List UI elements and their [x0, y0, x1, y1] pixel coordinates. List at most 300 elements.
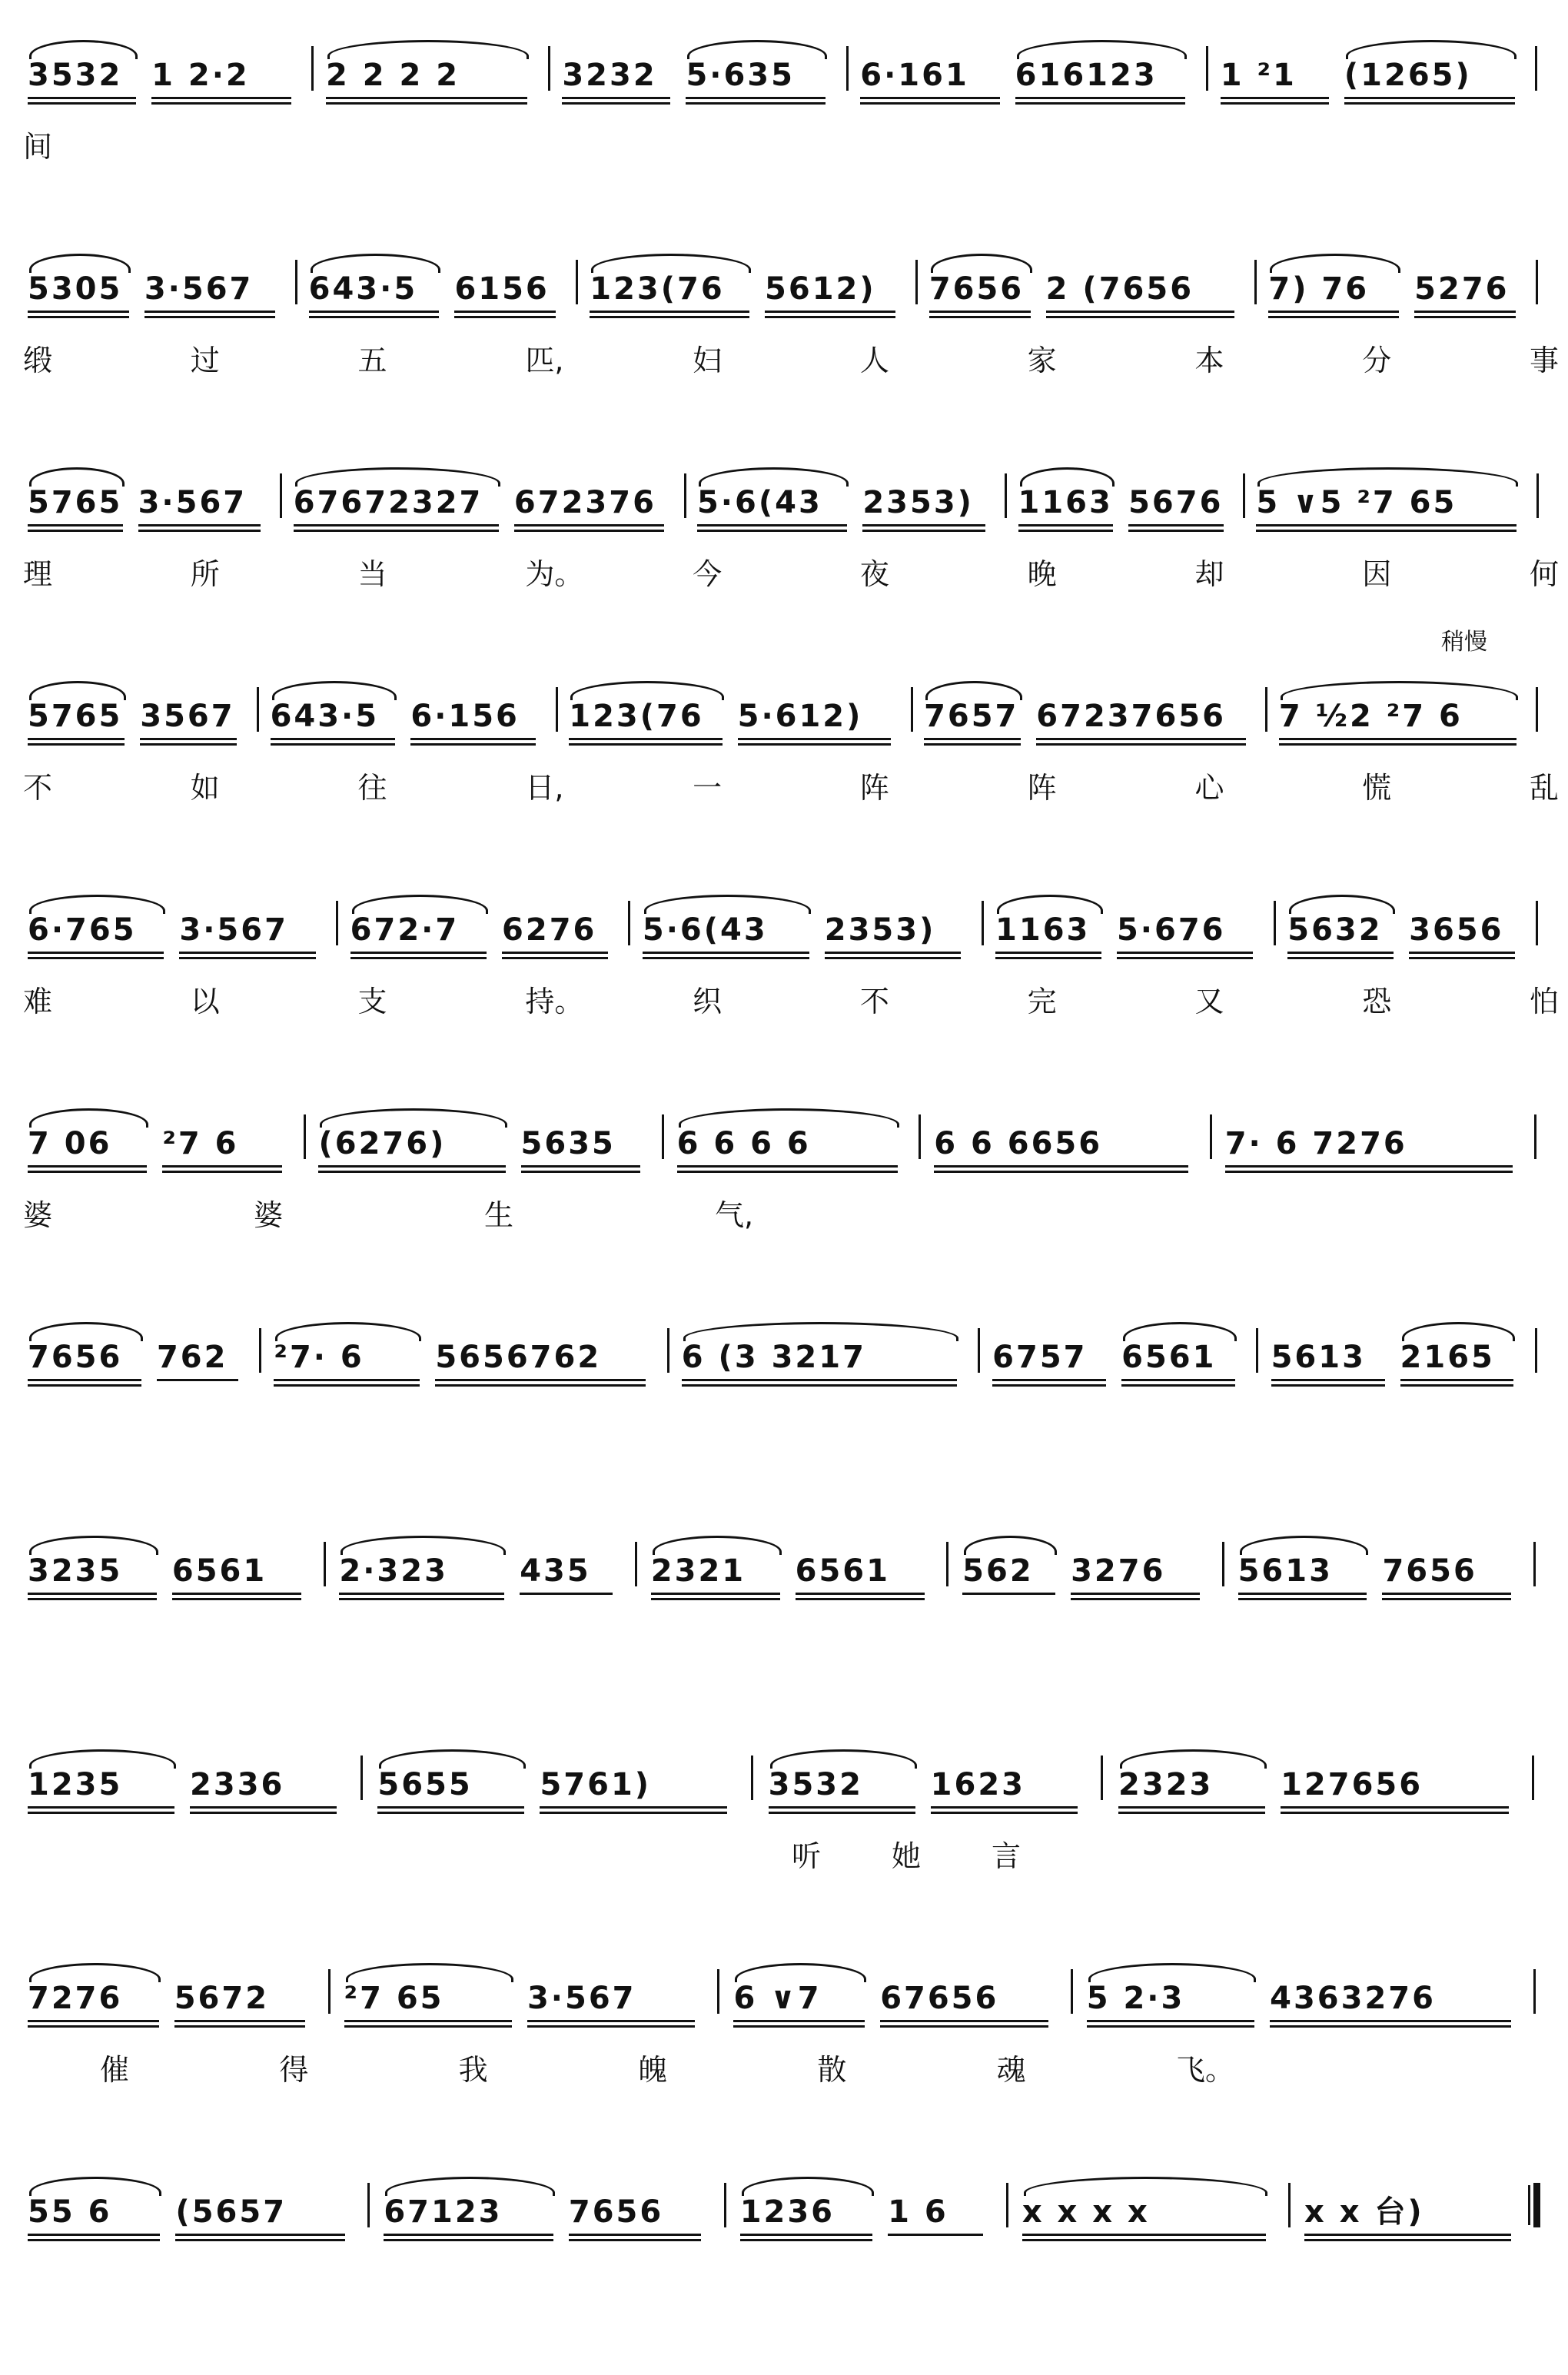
lyric-char: 为。 — [525, 557, 584, 591]
rhythm-underline-double — [825, 957, 961, 959]
barline — [360, 1756, 363, 1800]
rhythm-underline — [1022, 2234, 1266, 2236]
rhythm-underline-double — [174, 2025, 306, 2028]
rhythm-underline-double — [562, 102, 670, 105]
note-group: 5765 — [28, 487, 122, 518]
rhythm-underline — [569, 2234, 701, 2236]
barline — [667, 1328, 669, 1373]
note-group: 6276 — [502, 915, 596, 945]
note-group: 672376 — [514, 487, 656, 518]
note-group: 3·567 — [138, 487, 247, 518]
rhythm-underline-double — [1256, 530, 1517, 532]
note-group: 3276 — [1071, 1556, 1165, 1586]
rhythm-underline-double — [1382, 1598, 1511, 1600]
note-group: 5676 — [1128, 487, 1223, 518]
note-group: 435 — [520, 1556, 591, 1586]
rhythm-underline-double — [1287, 957, 1394, 959]
slur-arc — [644, 895, 811, 914]
rhythm-underline-double — [326, 102, 527, 105]
note-group: 7) 76 — [1268, 274, 1369, 304]
lyric-char: 完 — [1027, 985, 1057, 1018]
score-system — [0, 443, 1568, 666]
slur-arc — [379, 1749, 526, 1769]
barline — [336, 901, 338, 945]
rhythm-underline — [569, 738, 722, 740]
barline — [367, 2183, 370, 2227]
note-group: 7656 — [569, 2197, 663, 2227]
rhythm-underline — [1400, 1379, 1514, 1381]
barline — [1532, 1756, 1534, 1800]
barline — [1254, 260, 1257, 304]
slur-arc — [1123, 1322, 1237, 1341]
slur-arc — [1020, 467, 1115, 487]
lyric-char: 魄 — [638, 2053, 668, 2087]
rhythm-underline-double — [1279, 743, 1517, 746]
note-group: 6·161 — [860, 60, 969, 91]
score-system — [0, 1084, 1568, 1307]
slur-arc — [311, 254, 441, 273]
barline — [946, 1542, 948, 1586]
rhythm-underline — [686, 97, 825, 99]
rhythm-underline-double — [28, 2239, 160, 2241]
rhythm-underline — [138, 524, 261, 526]
rhythm-underline — [677, 1165, 898, 1168]
lyric-char: 五 — [357, 344, 387, 377]
note-group: 1623 — [931, 1769, 1025, 1800]
note-group: ²7· 6 — [274, 1342, 364, 1373]
barline — [915, 260, 918, 304]
note-group: 5·6(43 — [697, 487, 822, 518]
note-group: 127656 — [1281, 1769, 1423, 1800]
rhythm-underline-double — [682, 1384, 957, 1387]
barline — [1536, 473, 1539, 518]
rhythm-underline-double — [677, 1171, 898, 1173]
note-group: ²7 65 — [344, 1983, 444, 2014]
note-group: 3656 — [1409, 915, 1503, 945]
rhythm-underline-double — [651, 1598, 780, 1600]
note-group: 123(76 — [590, 274, 724, 304]
note-group: 3·567 — [527, 1983, 636, 2014]
barline — [1535, 1328, 1537, 1373]
rhythm-underline-double — [1225, 1171, 1513, 1173]
score-system — [0, 870, 1568, 1093]
note-group: 7 06 — [28, 1128, 111, 1159]
barline — [684, 473, 686, 518]
barline — [717, 1969, 719, 2014]
rhythm-underline-double — [344, 2025, 512, 2028]
barline — [259, 1328, 261, 1373]
rhythm-underline — [520, 1593, 613, 1595]
rhythm-underline-double — [318, 1171, 505, 1173]
lyric-char: 听 — [792, 1839, 822, 1873]
note-group: 643·5 — [309, 274, 418, 304]
rhythm-underline — [162, 1165, 281, 1168]
score-system — [0, 1938, 1568, 2161]
rhythm-underline-double — [384, 2239, 553, 2241]
rhythm-underline-double — [569, 2239, 701, 2241]
rhythm-underline-double — [929, 316, 1031, 318]
lyric-char: 事 — [1530, 344, 1560, 377]
rhythm-underline-double — [738, 743, 891, 746]
slur-arc — [1270, 254, 1400, 273]
lyric-char: 以 — [190, 985, 220, 1018]
slur-arc — [997, 895, 1103, 914]
note-group: 7656 — [1382, 1556, 1477, 1586]
note-group: 1235 — [28, 1769, 122, 1800]
rhythm-underline — [28, 952, 164, 954]
rhythm-underline — [28, 311, 129, 313]
rhythm-underline-double — [514, 530, 664, 532]
rhythm-underline — [326, 97, 527, 99]
rhythm-underline-double — [1046, 316, 1235, 318]
note-group: x x 台) — [1304, 2197, 1424, 2227]
rhythm-underline — [28, 2020, 159, 2022]
note-group: 67237656 — [1036, 701, 1226, 732]
rhythm-underline-double — [862, 530, 985, 532]
lyric-char: 婆 — [23, 1198, 53, 1232]
rhythm-underline — [28, 1379, 141, 1381]
rhythm-underline — [1087, 2020, 1254, 2022]
lyric-char: 过 — [190, 344, 220, 377]
note-group: 7657 — [924, 701, 1018, 732]
lyric-char: 阵 — [859, 771, 889, 805]
note-group: 1236 — [740, 2197, 835, 2227]
rhythm-underline — [862, 524, 985, 526]
score-system — [0, 15, 1568, 238]
lyric-char: 魂 — [996, 2053, 1026, 2087]
rhythm-underline — [1256, 524, 1517, 526]
slur-arc — [29, 1749, 176, 1769]
rhythm-underline — [190, 1806, 337, 1809]
rhythm-underline-double — [995, 957, 1101, 959]
rhythm-underline-double — [1414, 316, 1516, 318]
rhythm-underline-double — [924, 743, 1021, 746]
barline — [324, 1542, 326, 1586]
slur-arc — [29, 681, 126, 700]
slur-arc — [964, 1536, 1057, 1555]
barline — [724, 2183, 726, 2227]
rhythm-underline-double — [179, 957, 315, 959]
slur-arc — [29, 1536, 158, 1555]
note-group: 55 6 — [28, 2197, 111, 2227]
note-group: 7 ½2 ²7 6 — [1279, 701, 1463, 732]
rhythm-underline — [1128, 524, 1224, 526]
score-system — [0, 1297, 1568, 1520]
rhythm-underline — [1018, 524, 1114, 526]
rhythm-underline-double — [454, 316, 556, 318]
rhythm-underline — [502, 952, 608, 954]
note-group: 5656762 — [435, 1342, 601, 1373]
rhythm-underline — [527, 2020, 695, 2022]
rhythm-underline — [1287, 952, 1394, 954]
rhythm-underline — [590, 311, 749, 313]
rhythm-underline-double — [796, 1598, 925, 1600]
rhythm-underline — [995, 952, 1101, 954]
slur-arc — [385, 2177, 555, 2196]
rhythm-underline-double — [1036, 743, 1245, 746]
rhythm-underline-double — [28, 2025, 159, 2028]
rhythm-underline-double — [1344, 102, 1515, 105]
rhythm-underline — [1036, 738, 1245, 740]
lyric-char: 恐 — [1362, 985, 1392, 1018]
note-group: 3·567 — [179, 915, 288, 945]
rhythm-underline-double — [1409, 957, 1515, 959]
slur-arc — [341, 1536, 506, 1555]
lyric-char: 今 — [693, 557, 723, 591]
rhythm-underline — [825, 952, 961, 954]
slur-arc — [352, 895, 488, 914]
note-group: 1163 — [995, 915, 1090, 945]
note-group: 6 6 6 6 — [677, 1128, 811, 1159]
slur-arc — [1257, 467, 1518, 487]
slur-arc — [1120, 1749, 1267, 1769]
rhythm-underline — [271, 738, 396, 740]
rhythm-underline-double — [28, 743, 125, 746]
rhythm-underline-double — [350, 957, 487, 959]
rhythm-underline — [28, 738, 125, 740]
lyric-char: 不 — [23, 771, 53, 805]
rhythm-underline-double — [934, 1171, 1188, 1173]
note-group: 2321 — [651, 1556, 746, 1586]
lyric-char: 日, — [525, 771, 564, 805]
note-group: 5·612) — [738, 701, 863, 732]
lyric-char: 晚 — [1027, 557, 1057, 591]
note-group: 123(76 — [569, 701, 703, 732]
rhythm-underline — [145, 311, 275, 313]
rhythm-underline — [179, 952, 315, 954]
slur-arc — [1289, 895, 1395, 914]
lyric-char: 当 — [357, 557, 387, 591]
rhythm-underline — [1071, 1593, 1200, 1595]
slur-arc — [683, 1322, 958, 1341]
lyric-char: 飞。 — [1176, 2053, 1235, 2087]
slur-arc — [1346, 40, 1517, 59]
rhythm-underline-double — [1015, 102, 1186, 105]
lyric-char: 分 — [1362, 344, 1392, 377]
rhythm-underline — [1015, 97, 1186, 99]
note-group: 643·5 — [271, 701, 380, 732]
rhythm-underline-double — [569, 743, 722, 746]
rhythm-underline — [769, 1806, 915, 1809]
slur-arc — [29, 1322, 143, 1341]
lyric-char: 因 — [1362, 557, 1392, 591]
rhythm-underline-double — [175, 2239, 345, 2241]
rhythm-underline — [28, 2234, 160, 2236]
rhythm-underline — [1117, 952, 1253, 954]
rhythm-underline — [384, 2234, 553, 2236]
barline — [1533, 1542, 1536, 1586]
rhythm-underline-double — [1118, 1812, 1265, 1814]
rhythm-underline — [294, 524, 499, 526]
rhythm-underline-double — [294, 530, 499, 532]
barline — [751, 1756, 753, 1800]
rhythm-underline-double — [740, 2239, 872, 2241]
rhythm-underline-double — [28, 1598, 157, 1600]
slur-arc — [29, 895, 165, 914]
rhythm-underline-double — [138, 530, 261, 532]
lyric-char: 催 — [100, 2053, 130, 2087]
rhythm-underline-double — [643, 957, 809, 959]
barline — [548, 46, 550, 91]
rhythm-underline — [733, 2020, 865, 2022]
note-group: 67672327 — [294, 487, 483, 518]
note-group: 6156 — [454, 274, 549, 304]
note-group: 3232 — [562, 60, 656, 91]
lyric-char: 间 — [23, 130, 53, 164]
rhythm-underline-double — [162, 1171, 281, 1173]
rhythm-underline — [172, 1593, 301, 1595]
score-system — [0, 1725, 1568, 1948]
rhythm-underline-double — [309, 316, 440, 318]
rhythm-underline-double — [28, 1384, 141, 1387]
rhythm-underline — [309, 311, 440, 313]
note-group: 2336 — [190, 1769, 284, 1800]
note-group: 3532 — [28, 60, 122, 91]
rhythm-underline — [1221, 97, 1329, 99]
rhythm-underline — [934, 1165, 1188, 1168]
slur-arc — [320, 1108, 507, 1128]
slur-arc — [570, 681, 723, 700]
note-group: 6561 — [796, 1556, 890, 1586]
barline — [1288, 2183, 1291, 2227]
note-group: 7276 — [28, 1983, 122, 2014]
rhythm-underline-double — [769, 1812, 915, 1814]
rhythm-underline — [318, 1165, 505, 1168]
lyric-char: 持。 — [525, 985, 584, 1018]
note-group: 3532 — [769, 1769, 863, 1800]
rhythm-underline-double — [992, 1384, 1106, 1387]
note-group: 6561 — [1121, 1342, 1216, 1373]
lyric-char: 气, — [715, 1198, 754, 1232]
lyric-char: 阵 — [1027, 771, 1057, 805]
rhythm-underline — [454, 311, 556, 313]
lyric-char: 所 — [190, 557, 220, 591]
note-group: 7656 — [929, 274, 1024, 304]
lyric-char: 何 — [1530, 557, 1560, 591]
rhythm-underline — [740, 2234, 872, 2236]
note-group: 5276 — [1414, 274, 1509, 304]
rhythm-underline-double — [28, 1812, 174, 1814]
rhythm-underline — [860, 97, 999, 99]
note-group: (5657 — [175, 2197, 287, 2227]
rhythm-underline-double — [880, 2025, 1048, 2028]
slur-arc — [29, 467, 125, 487]
rhythm-underline — [344, 2020, 512, 2022]
note-group: 7· 6 7276 — [1225, 1128, 1407, 1159]
slur-arc — [29, 1963, 161, 1982]
barline — [1536, 901, 1538, 945]
rhythm-underline-double — [860, 102, 999, 105]
rhythm-underline-double — [435, 1384, 646, 1387]
slur-arc — [687, 40, 826, 59]
rhythm-underline — [1409, 952, 1515, 954]
rhythm-underline-double — [1121, 1384, 1235, 1387]
rhythm-underline — [1270, 2020, 1511, 2022]
lyric-char: 人 — [859, 344, 889, 377]
rhythm-underline-double — [1128, 530, 1224, 532]
rhythm-underline — [1382, 1593, 1511, 1595]
final-barline — [1533, 2183, 1540, 2227]
slur-arc — [327, 40, 529, 59]
slur-arc — [29, 1108, 148, 1128]
lyric-char: 夜 — [859, 557, 889, 591]
note-group: 3·567 — [145, 274, 254, 304]
rhythm-underline-double — [697, 530, 847, 532]
rhythm-underline-double — [28, 530, 123, 532]
rhythm-underline — [140, 738, 237, 740]
rhythm-underline — [931, 1806, 1078, 1809]
slur-arc — [653, 1536, 782, 1555]
note-group: 6561 — [172, 1556, 267, 1586]
rhythm-underline-double — [521, 1171, 640, 1173]
note-group: 1 2·2 — [151, 60, 250, 91]
rhythm-underline-double — [28, 102, 136, 105]
slur-arc — [1240, 1536, 1369, 1555]
rhythm-underline-double — [1018, 530, 1114, 532]
rhythm-underline — [1268, 311, 1399, 313]
note-group: 3235 — [28, 1556, 122, 1586]
rhythm-underline-double — [172, 1598, 301, 1600]
barline — [1535, 46, 1537, 91]
note-group: 67123 — [384, 2197, 502, 2227]
score-system — [0, 229, 1568, 452]
rhythm-underline-double — [190, 1812, 337, 1814]
note-group: 6·156 — [410, 701, 520, 732]
rhythm-underline — [1281, 1806, 1509, 1809]
note-group: 2323 — [1118, 1769, 1213, 1800]
barline — [576, 260, 578, 304]
rhythm-underline — [175, 2234, 345, 2236]
note-group: 5305 — [28, 274, 122, 304]
rhythm-underline — [1271, 1379, 1385, 1381]
rhythm-underline-double — [1271, 1384, 1385, 1387]
slur-arc — [29, 254, 131, 273]
rhythm-underline-double — [339, 1598, 504, 1600]
rhythm-underline — [28, 1593, 157, 1595]
note-group: 5632 — [1287, 915, 1382, 945]
rhythm-underline-double — [28, 316, 129, 318]
note-group: 5765 — [28, 701, 122, 732]
slur-arc — [591, 254, 751, 273]
barline — [1210, 1114, 1212, 1159]
rhythm-underline — [796, 1593, 925, 1595]
barline — [1243, 473, 1245, 518]
barline — [978, 1328, 980, 1373]
lyric-char: 理 — [23, 557, 53, 591]
note-group: 5613 — [1271, 1342, 1366, 1373]
note-group: 2165 — [1400, 1342, 1495, 1373]
rhythm-underline — [1304, 2234, 1511, 2236]
lyric-char: 支 — [357, 985, 387, 1018]
note-group: 5612) — [765, 274, 876, 304]
rhythm-underline-double — [1071, 1598, 1200, 1600]
lyric-char: 往 — [357, 771, 387, 805]
note-group: 5 ∨5 ²7 65 — [1256, 487, 1457, 518]
barline — [1533, 1969, 1536, 2014]
slur-arc — [346, 1963, 513, 1982]
note-group: 5·635 — [686, 60, 795, 91]
rhythm-underline-double — [140, 743, 237, 746]
note-group: 6 (3 3217 — [682, 1342, 866, 1373]
rhythm-underline — [1046, 311, 1235, 313]
note-group: 3567 — [140, 701, 234, 732]
rhythm-underline-double — [1221, 102, 1329, 105]
lyric-char: 却 — [1194, 557, 1224, 591]
rhythm-underline-double — [733, 2025, 865, 2028]
barline — [1206, 46, 1208, 91]
lyric-char: 怕 — [1530, 985, 1560, 1018]
barline — [1005, 473, 1007, 518]
